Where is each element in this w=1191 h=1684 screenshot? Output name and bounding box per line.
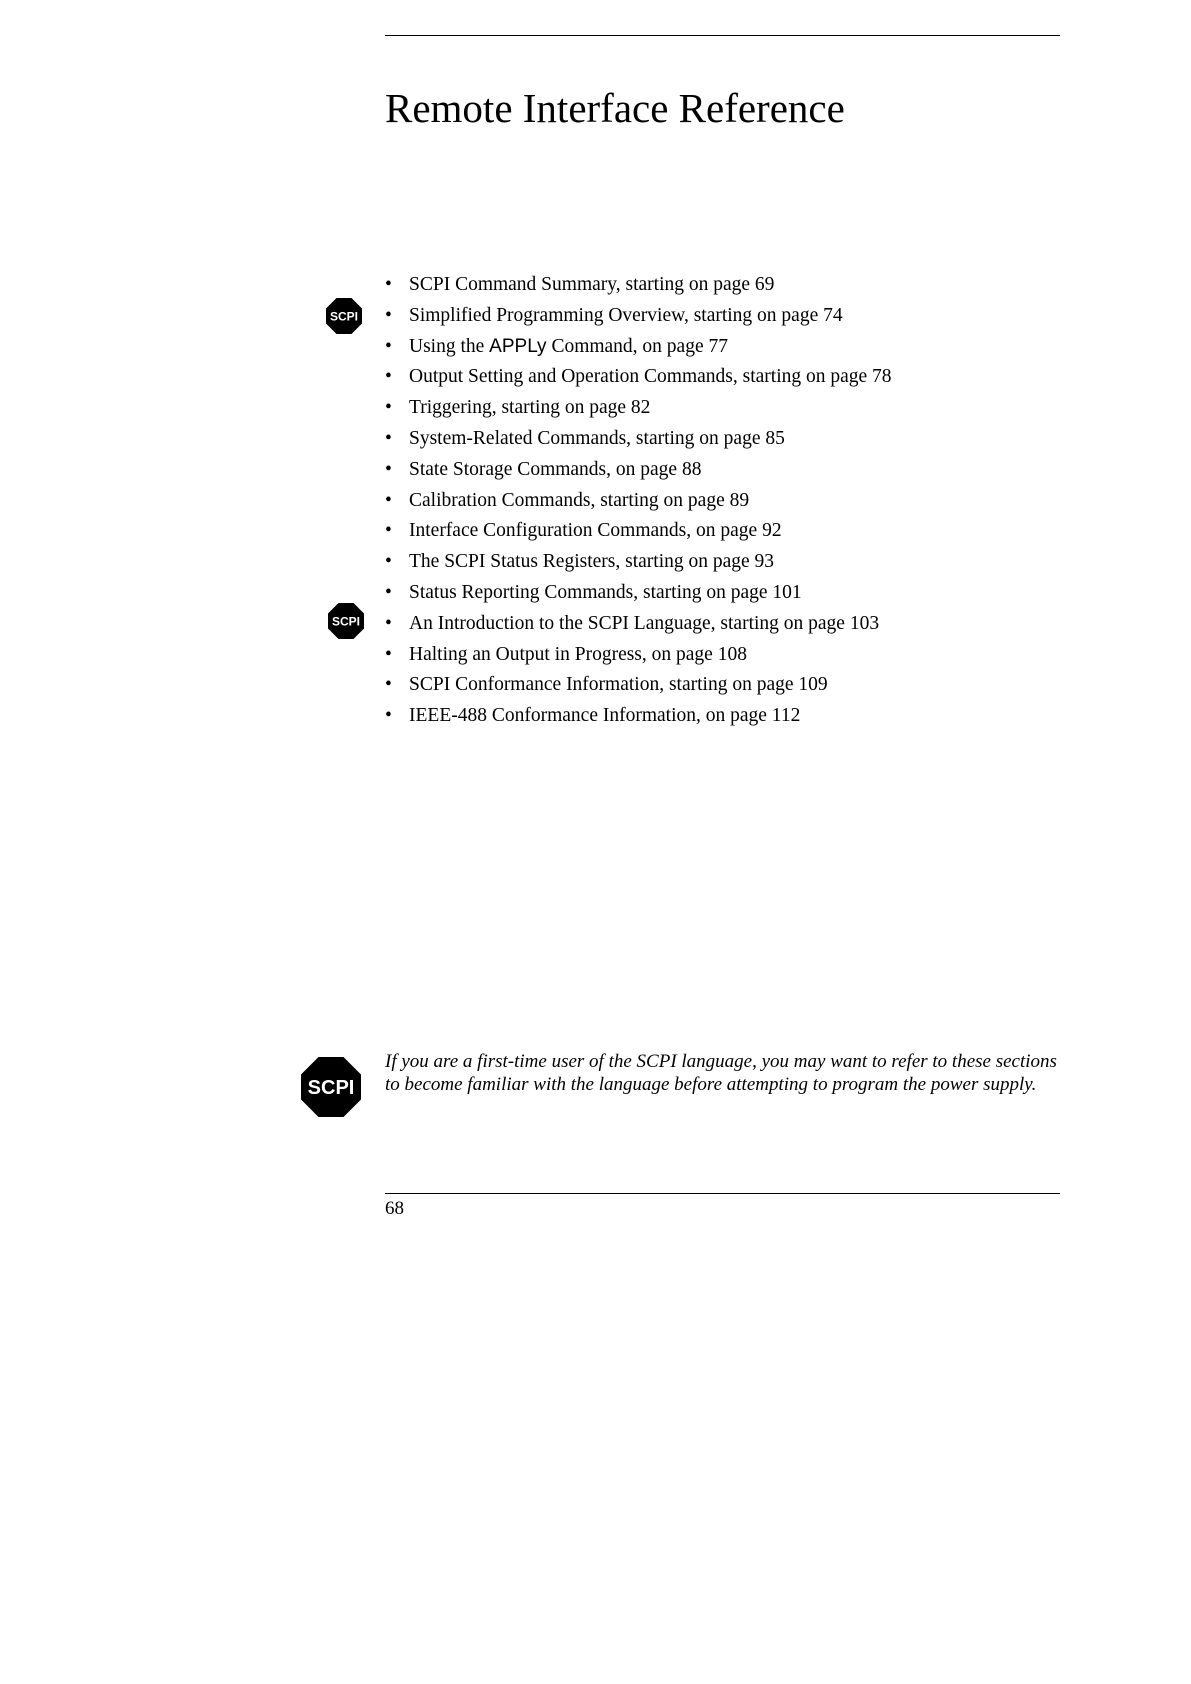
bullet-icon: • xyxy=(385,612,392,634)
section-contents-list xyxy=(385,270,892,732)
toc-item-halting-output[interactable] xyxy=(385,640,892,671)
toc-item-output-setting-commands[interactable] xyxy=(385,362,892,393)
bullet-icon: • xyxy=(385,705,392,727)
scpi-badge-small-2 xyxy=(328,603,364,639)
toc-item-label: Calibration Commands, starting on page 89 xyxy=(409,489,750,511)
toc-item-scpi-command-summary[interactable] xyxy=(385,270,892,301)
toc-item-label: System-Related Commands, starting on page 85 xyxy=(409,427,785,449)
toc-item-label: IEEE-488 Conformance Information, on page 112 xyxy=(409,705,801,727)
toc-item-label: Output Setting and Operation Commands, starting on page 78 xyxy=(409,366,892,388)
toc-item-command-keyword: APPLy xyxy=(489,335,547,357)
page-title: Remote Interface Reference xyxy=(385,85,845,131)
page-number: 68 xyxy=(385,1198,404,1219)
bullet-icon: • xyxy=(385,335,392,357)
scpi-badge-large xyxy=(301,1057,361,1117)
bullet-icon: • xyxy=(385,366,392,388)
toc-item-label: Simplified Programming Overview, starting on page 74 xyxy=(409,304,843,326)
bullet-icon: • xyxy=(385,427,392,449)
bullet-icon: • xyxy=(385,397,392,419)
toc-item-label: Triggering, starting on page 82 xyxy=(409,397,651,419)
bullet-icon: • xyxy=(385,674,392,696)
bullet-icon: • xyxy=(385,643,392,665)
toc-item-scpi-conformance[interactable] xyxy=(385,670,892,701)
toc-item-label: SCPI Command Summary, starting on page 69 xyxy=(409,274,775,295)
toc-item-scpi-status-registers[interactable] xyxy=(385,547,892,578)
scpi-note: If you are a first-time user of the SCPI language, you may want to refer to these sections to become familiar with the language before attempting to program the power supply. xyxy=(385,1051,1057,1095)
toc-item-simplified-programming-overview[interactable] xyxy=(385,301,892,332)
toc-item-calibration-commands[interactable] xyxy=(385,486,892,517)
toc-item-label: An Introduction to the SCPI Language, starting on page 103 xyxy=(409,612,880,634)
bullet-icon: • xyxy=(385,520,392,542)
toc-item-label: State Storage Commands, on page 88 xyxy=(409,458,702,480)
header-rule xyxy=(385,35,1060,36)
toc-item-state-storage-commands[interactable] xyxy=(385,455,892,486)
bullet-icon: • xyxy=(385,581,392,603)
toc-item-triggering[interactable] xyxy=(385,393,892,424)
toc-item-label: Status Reporting Commands, starting on page 101 xyxy=(409,581,802,603)
scpi-octagon-icon xyxy=(326,298,362,334)
toc-item-label: SCPI Conformance Information, starting on page 109 xyxy=(409,674,828,696)
scpi-badge-label: SCPI xyxy=(307,1077,355,1099)
footer-rule xyxy=(385,1193,1060,1194)
bullet-icon: • xyxy=(385,304,392,326)
bullet-icon: • xyxy=(385,489,392,511)
toc-item-scpi-language-introduction[interactable] xyxy=(385,609,892,640)
scpi-octagon-icon xyxy=(328,603,364,639)
bullet-icon: • xyxy=(385,551,392,573)
bullet-icon: • xyxy=(385,274,392,295)
scpi-badge-label: SCPI xyxy=(331,614,361,629)
toc-item-ieee-488-conformance[interactable] xyxy=(385,701,892,732)
toc-item-interface-configuration-commands[interactable] xyxy=(385,516,892,547)
scpi-badge-small-1 xyxy=(326,298,362,334)
scpi-badge-label: SCPI xyxy=(329,309,359,324)
toc-item-apply-command[interactable] xyxy=(385,332,892,363)
toc-item-label-suffix: Command, on page 77 xyxy=(546,335,728,357)
toc-item-status-reporting-commands[interactable] xyxy=(385,578,892,609)
toc-item-label: Interface Configuration Commands, on page 92 xyxy=(409,520,782,542)
bullet-icon: • xyxy=(385,458,392,480)
toc-item-label-prefix: Using the xyxy=(409,335,490,357)
toc-item-label: Halting an Output in Progress, on page 108 xyxy=(409,643,747,665)
scpi-octagon-icon xyxy=(301,1057,361,1117)
toc-item-system-related-commands[interactable] xyxy=(385,424,892,455)
toc-item-label: The SCPI Status Registers, starting on page 93 xyxy=(409,551,775,573)
